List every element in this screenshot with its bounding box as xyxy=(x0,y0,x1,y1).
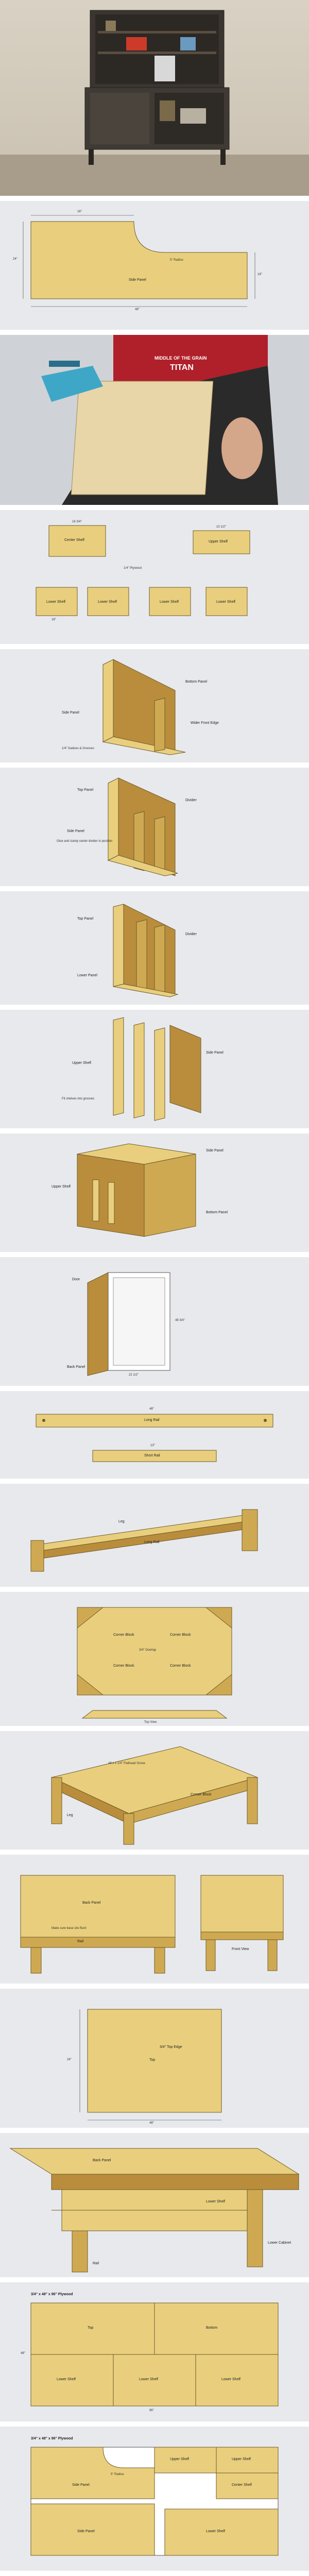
glue-note: Glue and clamp center divider in position xyxy=(57,840,113,843)
base-frame-diagram xyxy=(0,1484,309,1587)
top-panel-label: Top Panel xyxy=(77,788,94,792)
leg-label: Leg xyxy=(118,1520,125,1523)
short-rail-length: 13" xyxy=(150,1444,155,1447)
sheet2-upper-2: Upper Shelf xyxy=(232,2458,251,2461)
top-depth: 24" xyxy=(67,2058,72,2061)
dim-a: 16 3/4" xyxy=(72,520,82,523)
lower-panel-label: Lower Panel xyxy=(77,974,97,977)
sheet1-lower-shelf-1: Lower Shelf xyxy=(57,2378,76,2381)
upper-shelf-label: Upper Shelf xyxy=(209,540,228,544)
side-panel-label: Side Panel xyxy=(129,278,146,282)
sheet1-width: 48" xyxy=(21,2352,25,2355)
door-label: Door xyxy=(72,1278,80,1281)
assembly-step-4 xyxy=(0,1010,309,1128)
rail-label-2: Rail xyxy=(93,2262,99,2265)
door-width: 22 1/2" xyxy=(129,1374,139,1377)
top-panel-label-2: Top Panel xyxy=(77,917,94,921)
corner-block-3: Corner Block xyxy=(113,1664,134,1668)
assembly-step-2 xyxy=(0,768,309,886)
overlap-dim: 3/4" Overlap xyxy=(139,1649,157,1652)
back-panel-views xyxy=(0,1855,309,1984)
plywood-note: 1/4" Plywood xyxy=(124,567,142,570)
grooves-note: Fit shelves into grooves xyxy=(62,1097,95,1100)
sheet1-lower-shelf-3: Lower Shelf xyxy=(221,2378,241,2381)
sheet2-title: 3/4" x 48" x 96" Plywood xyxy=(31,2437,73,2441)
cutting-sheet-2 xyxy=(0,2427,309,2571)
sheet1-top: Top xyxy=(88,2326,94,2330)
top-edge-label: 3/4" Top Edge xyxy=(160,2045,182,2049)
back-panel-label-3: Back Panel xyxy=(93,2159,111,2162)
rail-label: Rail xyxy=(77,1940,84,1943)
sheet2-side-2: Side Panel xyxy=(77,2530,95,2533)
hutch-photo xyxy=(0,0,309,196)
dim-left: 24" xyxy=(13,258,18,261)
shirt-text-1: MIDDLE OF THE GRAIN xyxy=(154,355,207,361)
corner-block-label: Corner Block xyxy=(191,1793,212,1797)
side-panel-label-2: Side Panel xyxy=(67,829,84,833)
sheet2-side-1: Side Panel xyxy=(72,2483,90,2487)
long-rail-label-2: Long Rail xyxy=(144,1540,160,1544)
lower-shelf-3: Lower Shelf xyxy=(160,600,179,604)
dim-c: 18" xyxy=(52,618,56,621)
base-assembly-iso xyxy=(0,1731,309,1850)
side-panel-diagram xyxy=(0,201,309,330)
final-assembly-diagram xyxy=(0,2133,309,2277)
front-view-label: Front View xyxy=(232,1947,249,1951)
lower-cabinet-label: Lower Cabinet xyxy=(268,2241,291,2245)
long-rail-label: Long Rail xyxy=(144,1418,160,1422)
rail-length: 48" xyxy=(149,1408,154,1411)
top-label: Top xyxy=(149,2058,156,2062)
wide-edge-label: Wider Front Edge xyxy=(191,721,219,725)
flush-note: Make sure base sits flush xyxy=(52,1927,87,1930)
door-height: 48 3/4" xyxy=(175,1319,185,1322)
sheet2-center: Center Shelf xyxy=(232,2483,252,2487)
sheet2-upper-1: Upper Shelf xyxy=(170,2458,189,2461)
dim-top: 18" xyxy=(77,210,82,213)
dim-radius: 5" Radius xyxy=(170,259,183,262)
divider-label-2: Divider xyxy=(185,933,197,936)
sheet1-bottom: Bottom xyxy=(206,2326,218,2330)
lower-shelf-1: Lower Shelf xyxy=(46,600,65,604)
corner-block-2: Corner Block xyxy=(170,1633,191,1637)
top-width: 48" xyxy=(149,2122,154,2125)
bottom-panel-label: Bottom Panel xyxy=(185,680,208,684)
side-panel-label-3: Side Panel xyxy=(206,1051,224,1055)
sheet2-lower: Lower Shelf xyxy=(206,2530,225,2533)
dim-right: 18" xyxy=(258,273,262,276)
top-panel-diagram xyxy=(0,1989,309,2128)
lower-shelf-label-5: Lower Shelf xyxy=(206,2200,225,2204)
dim-length: 48" xyxy=(135,308,140,311)
corner-block-4: Corner Block xyxy=(170,1664,191,1668)
side-panel-label-4: Side Panel xyxy=(206,1149,224,1153)
dado-note: 1/4" Dadoes & Grooves xyxy=(62,747,94,750)
corner-block-1: Corner Block xyxy=(113,1633,134,1637)
bottom-panel-label-2: Bottom Panel xyxy=(206,1211,228,1214)
assembly-step-5 xyxy=(0,1133,309,1252)
short-rail-label: Short Rail xyxy=(144,1454,160,1458)
door-back-diagram xyxy=(0,1257,309,1386)
sheet1-length: 96" xyxy=(149,2409,154,2412)
side-panel-label: Side Panel xyxy=(62,711,79,715)
corner-blocks-diagram xyxy=(0,1592,309,1726)
lower-shelf-4: Lower Shelf xyxy=(216,600,235,604)
rails-diagram xyxy=(0,1391,309,1479)
back-panel-label: Back Panel xyxy=(67,1365,85,1369)
upper-shelf-label-2: Upper Shelf xyxy=(72,1061,91,1065)
screw-note: #8 x 1 1/4" Flathead Screw xyxy=(108,1762,145,1765)
shirt-text-2: TITAN xyxy=(170,363,194,372)
cutting-sheet-1 xyxy=(0,2282,309,2421)
top-view-label: Top View xyxy=(144,1721,157,1724)
lower-shelf-2: Lower Shelf xyxy=(98,600,117,604)
sheet1-lower-shelf-2: Lower Shelf xyxy=(139,2378,158,2381)
assembly-step-1 xyxy=(0,649,309,762)
shelf-parts-diagram xyxy=(0,510,309,644)
sheet1-title: 3/4" x 48" x 96" Plywood xyxy=(31,2293,73,2296)
sheet2-radius: 5" Radius xyxy=(111,2473,124,2476)
edge-banding-photo xyxy=(0,335,309,505)
dim-b: 10 1/2" xyxy=(216,526,226,529)
back-panel-label-2: Back Panel xyxy=(82,1901,101,1905)
hero-photo xyxy=(0,0,309,196)
upper-shelf-label-3: Upper Shelf xyxy=(52,1185,71,1189)
leg-label-2: Leg xyxy=(67,1814,73,1817)
assembly-step-3 xyxy=(0,891,309,1005)
divider-label: Divider xyxy=(185,799,197,802)
center-shelf-label: Center Shelf xyxy=(64,538,84,542)
